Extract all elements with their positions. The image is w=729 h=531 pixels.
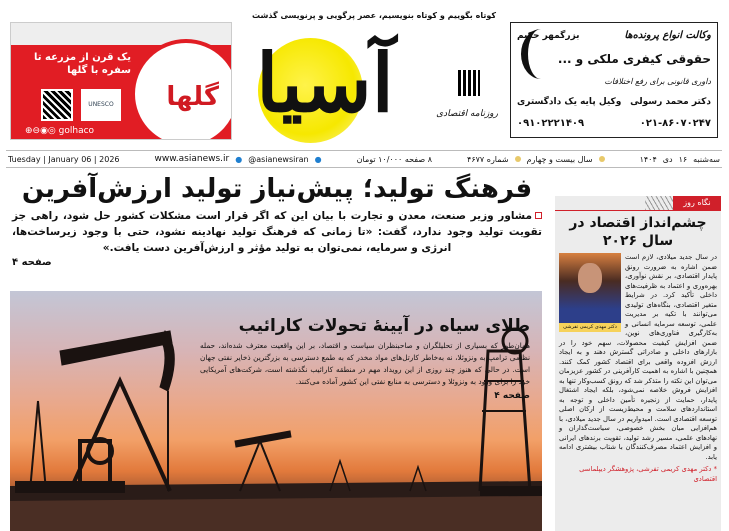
opinion-content — [559, 214, 717, 484]
weekday: سه‌شنبه — [693, 154, 720, 164]
social-handle[interactable]: @asianewsiran — [248, 154, 309, 164]
pages-price: ۸ صفحه ۱۰/۰۰۰ تومان — [356, 154, 432, 164]
month: دی — [662, 154, 673, 164]
phone-mobile: ۰۹۱۰۲۲۲۱۴۰۹ — [517, 118, 585, 129]
telegram-icon: ● — [235, 154, 243, 164]
divider — [555, 210, 721, 211]
newspaper-logo: آسیا — [256, 36, 394, 130]
bullet-icon — [535, 212, 542, 219]
issue-number: شماره ۴۶۷۷ — [467, 154, 509, 164]
ad-line2: حقوقی کیفری ملکی و ... — [557, 52, 711, 67]
phone-landline: ۰۲۱-۸۶۰۷۰۲۴۷ — [639, 118, 711, 129]
photo-story — [200, 314, 530, 403]
main-headline[interactable]: فرهنگ تولید؛ پیش‌نیاز تولید ارزش‌آفرین — [21, 174, 533, 204]
separator-dot — [599, 156, 605, 162]
unesco-logo: UNESCO — [81, 89, 121, 121]
website-link[interactable]: www.asianews.ir — [154, 154, 230, 164]
masthead — [240, 8, 500, 146]
qr-code-icon — [41, 89, 73, 121]
tagline: کوتاه بگوییم و کوتاه بنویسیم، عصر پرگویی و پرنویسی گذشت — [252, 11, 496, 20]
ad-line3: داوری قانونی برای رفع اختلافات — [604, 76, 711, 86]
photo-story-page-ref[interactable]: صفحه ۴ — [494, 391, 530, 401]
lead-page-ref[interactable]: صفحه ۴ — [12, 257, 52, 268]
lead-text: مشاور وزیر صنعت، معدن و تجارت با بیان این که اگر قرار است مشکلات کشور حل شود، راهی جز تقویت تولید وجود ندارد، گفت: «تا زمانی که فرهنگ تولید نهادینه نشود، حتی با وجود زیرساخت‌ها، انرژی و سرمایه، نمی‌توان به تولید مؤثر و ارزش‌آفرین دست یافت.» — [12, 210, 542, 254]
newspaper-subtitle: روزنامه اقتصادی — [436, 109, 498, 119]
ad-slogan: یک قرن از مزرعه تا سفره با گلها — [34, 52, 131, 76]
ad-line1: وکالت انواع پرونده‌ها — [624, 30, 711, 41]
opinion-title[interactable]: چشم‌انداز اقتصاد در سال ۲۰۲۶ — [569, 215, 707, 249]
author-photo — [559, 253, 621, 323]
date-english: Tuesday | January 06 | 2026 — [8, 154, 120, 164]
section-tab: نگاه روز — [673, 196, 721, 210]
opinion-body — [559, 253, 717, 462]
social-handle: ⊕⊖◉◎ golhaco — [25, 126, 95, 136]
separator-dot — [515, 156, 521, 162]
hatch-decoration — [645, 196, 673, 210]
author-caption: دکتر مهدی کریمی تفرشی — [559, 323, 621, 332]
day: ۱۶ — [678, 154, 688, 164]
photo-story-text: همان‌طور که بسیاری از تحلیلگران و صاحبنظران سیاست و اقتصاد، بر این واقعیت معترف شده‌اند، حمله نظامی ترامپ به ونزوئلا، نه به‌خاطر کارتل‌های مواد مخدر که به طمع دسترسی به بزرگترین ذخایر نفتی جهان است. در حالی که هنوز چند روزی از این رویداد مهم در منطقه کارائیب نگذشته است، شرکت‌های آمریکایی خود را برای ورود به ونزوئلا و دسترسی به منابع نفتی این کشور آماده می‌کنند. — [200, 341, 530, 386]
opinion-sidebar — [555, 196, 721, 531]
lawyer-name: دکتر محمد رسولی — [630, 96, 711, 107]
photo-story-headline[interactable]: طلای سیاه در آیینهٔ تحولات کارائیب — [238, 316, 530, 336]
ad-org: بزرگمهر حکیم — [517, 31, 580, 41]
date-strip — [6, 150, 722, 168]
golha-logo: گلها — [166, 82, 219, 112]
year-fa: ۱۴۰۴ — [639, 154, 657, 164]
law-office-advertisement[interactable] — [510, 22, 718, 138]
lead-paragraph — [12, 208, 542, 256]
handle-text: golhaco — [58, 126, 95, 136]
verified-icon: ● — [314, 154, 322, 164]
author-figure — [559, 253, 621, 332]
opinion-text: در سال جدید میلادی، لازم است ضمن اشاره به ضرورت رونق پایدار اقتصادی، بر نقش نوآوری، بهره‌وری و اعتماد به ظرفیت‌های داخلی تأکید کرد. در شرایط متغیر اقتصادی، بنگاه‌های تولیدی می‌توانند با تکیه بر مدیریت علمی، توسعه سرمایه انسانی و به‌کارگیری فناوری‌های نوین، ضمن افزایش کیفیت محصولات، سهم خود را در بازارهای داخلی و صادراتی گسترش دهند و به ایجاد ارزش افزوده واقعی برای اقتصاد کشور کمک کنند. همچنین با اشاره به اهمیت کارآفرینی در کشور عزیزمان می‌توان این نکته را متذکر شد که رونق کسب‌وکار تنها به افزایش فروش خلاصه نمی‌شود، بلکه ایجاد اشتغال پایدار، حمایت از زنجیره تأمین داخلی و توجه به استانداردهای سلامت و محیط‌زیست از ارکان اصلی توسعه اقتصادی است. امیدواریم در سال جدید میلادی، با هم‌افزایی میان بخش خصوصی، سیاست‌گذاران و نهادهای علمی، مسیر رشد تولید، تقویت برندهای ایرانی و افزایش اعتماد مصرف‌کنندگان با شتاب بیشتری ادامه یابد. — [559, 253, 717, 461]
golha-advertisement[interactable] — [10, 22, 232, 140]
lawyer-title: وکیل پایه یک دادگستری — [517, 96, 622, 107]
volume-year: سال بیست و چهارم — [526, 154, 593, 164]
main-story — [12, 172, 542, 270]
qr-code-icon — [458, 70, 480, 96]
author-signature: * دکتر مهدی کریمی تفرشی، پژوهشگر دیپلماسی اقتصادی — [579, 465, 717, 483]
